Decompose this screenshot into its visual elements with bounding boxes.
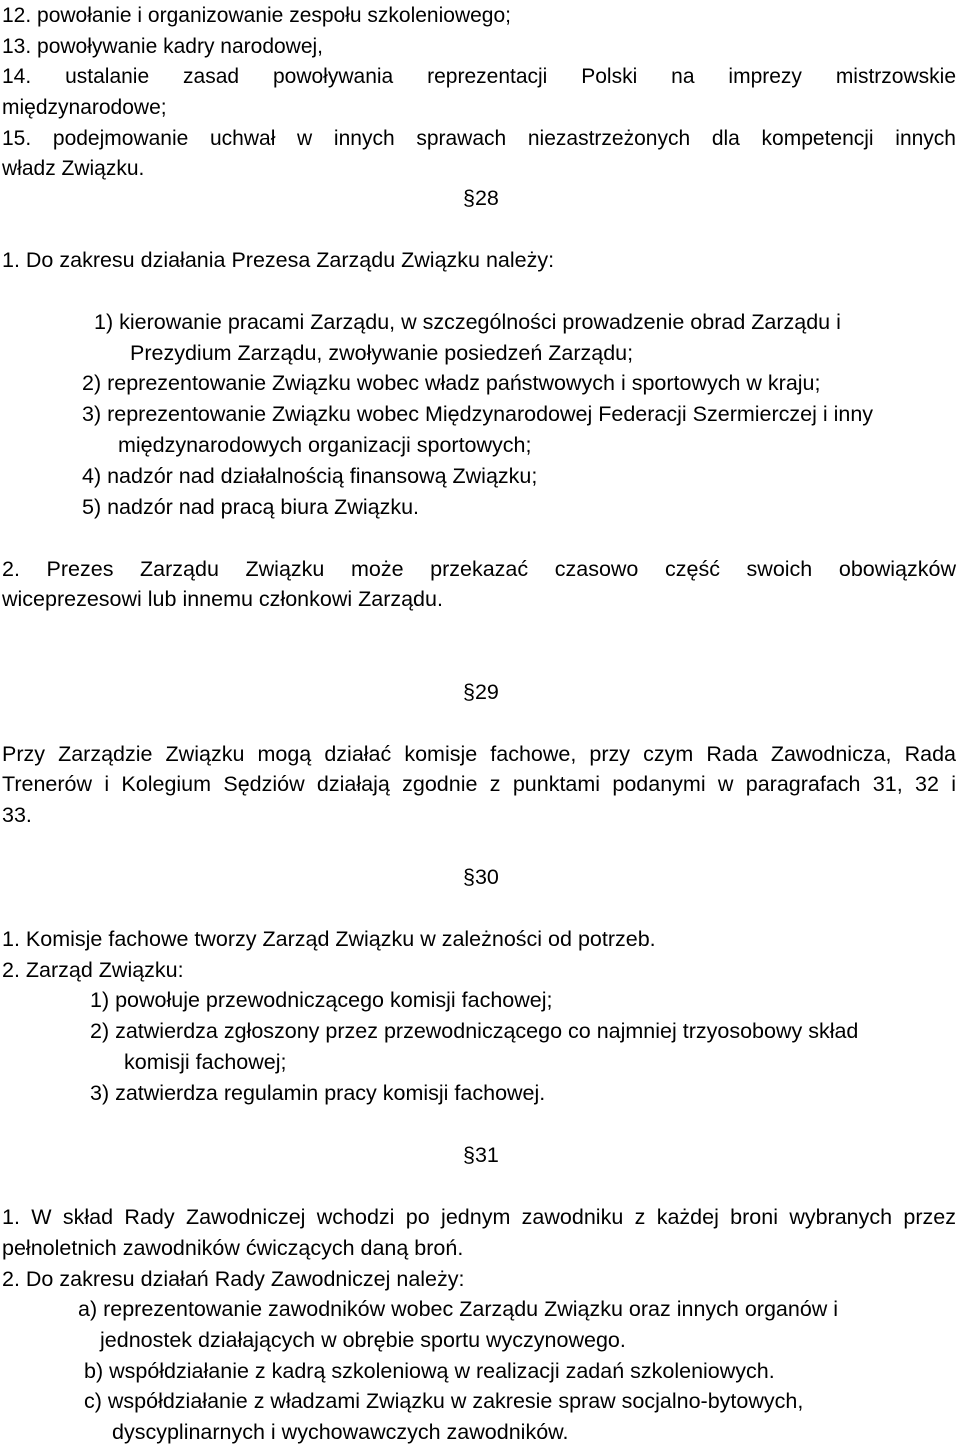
s28-item-3-line2: międzynarodowych organizacji sportowych;	[118, 433, 532, 457]
section-31-p1-line1: 1. W skład Rady Zawodniczej wchodzi po jednym zawodniku z każdej broni wybranych przez	[2, 1205, 956, 1229]
section-31-heading: §31	[463, 1143, 499, 1167]
item-15-line2: władz Związku.	[2, 157, 145, 180]
section-29-line2: Trenerów i Kolegium Sędziów działają zgodnie z punktami podanymi w paragrafach 31, 32 i	[2, 772, 956, 796]
s30-item-3: 3) zatwierdza regulamin pracy komisji fachowej.	[90, 1081, 546, 1105]
section-31-p1-line2: pełnoletnich zawodników ćwiczących daną broń.	[2, 1236, 464, 1260]
s31-item-b: b) współdziałanie z kadrą szkoleniową w realizacji zadań szkoleniowych.	[84, 1359, 775, 1383]
item-12: 12. powołanie i organizowanie zespołu szkoleniowego;	[2, 4, 511, 27]
section-30-heading: §30	[463, 865, 499, 889]
item-15-line1: 15. podejmowanie uchwał w innych sprawach niezastrzeżonych dla kompetencji innych	[2, 127, 956, 150]
s30-item-1: 1) powołuje przewodniczącego komisji fachowej;	[90, 988, 553, 1012]
section-28-p1-intro: 1. Do zakresu działania Prezesa Zarządu Związku należy:	[2, 248, 555, 272]
item-14-line2: międzynarodowe;	[2, 96, 167, 119]
s31-item-c-line1: c) współdziałanie z władzami Związku w zakresie spraw socjalno-bytowych,	[84, 1389, 804, 1413]
s30-item-2-line1: 2) zatwierdza zgłoszony przez przewodniczącego co najmniej trzyosobowy skład	[90, 1019, 859, 1043]
item-14-line1: 14. ustalanie zasad powoływania reprezentacji Polski na imprezy mistrzowskie	[2, 65, 956, 88]
section-30-p2: 2. Zarząd Związku:	[2, 958, 184, 982]
s28-item-5: 5) nadzór nad pracą biura Związku.	[82, 495, 420, 519]
s31-item-a-line2: jednostek działających w obrębie sportu wyczynowego.	[100, 1328, 626, 1352]
s28-item-1-line1: 1) kierowanie pracami Zarządu, w szczególności prowadzenie obrad Zarządu i	[94, 310, 841, 334]
section-28-p2-line2: wiceprezesowi lub innemu członkowi Zarządu.	[2, 587, 443, 611]
section-31-p2: 2. Do zakresu działań Rady Zawodniczej należy:	[2, 1267, 465, 1291]
section-sign-icon: §	[463, 186, 475, 210]
section-sign-icon: §	[463, 865, 475, 889]
item-13: 13. powoływanie kadry narodowej,	[2, 35, 324, 58]
section-sign-icon: §	[463, 680, 475, 704]
section-sign-icon: §	[463, 1143, 475, 1167]
s28-item-3-line1: 3) reprezentowanie Związku wobec Międzynarodowej Federacji Szermierczej i inny	[82, 402, 874, 426]
s30-item-2-line2: komisji fachowej;	[124, 1050, 287, 1074]
section-29-line1: Przy Zarządzie Związku mogą działać komisje fachowe, przy czym Rada Zawodnicza, Rada	[2, 742, 956, 766]
section-29-line3: 33.	[2, 803, 32, 827]
section-29-heading: §29	[463, 680, 499, 704]
s28-item-1-line2: Prezydium Zarządu, zwoływanie posiedzeń Zarządu;	[130, 341, 634, 365]
s31-item-c-line2: dyscyplinarnych i wychowawczych zawodników.	[112, 1420, 569, 1444]
s31-item-a-line1: a) reprezentowanie zawodników wobec Zarządu Związku oraz innych organów i	[78, 1297, 839, 1321]
section-28-p2-line1: 2. Prezes Zarządu Związku może przekazać czasowo część swoich obowiązków	[2, 557, 956, 581]
section-28-heading: §28	[463, 186, 499, 210]
s28-item-4: 4) nadzór nad działalnością finansową Związku;	[82, 464, 538, 488]
s28-item-2: 2) reprezentowanie Związku wobec władz państwowych i sportowych w kraju;	[82, 371, 821, 395]
section-30-p1: 1. Komisje fachowe tworzy Zarząd Związku w zależności od potrzeb.	[2, 927, 656, 951]
